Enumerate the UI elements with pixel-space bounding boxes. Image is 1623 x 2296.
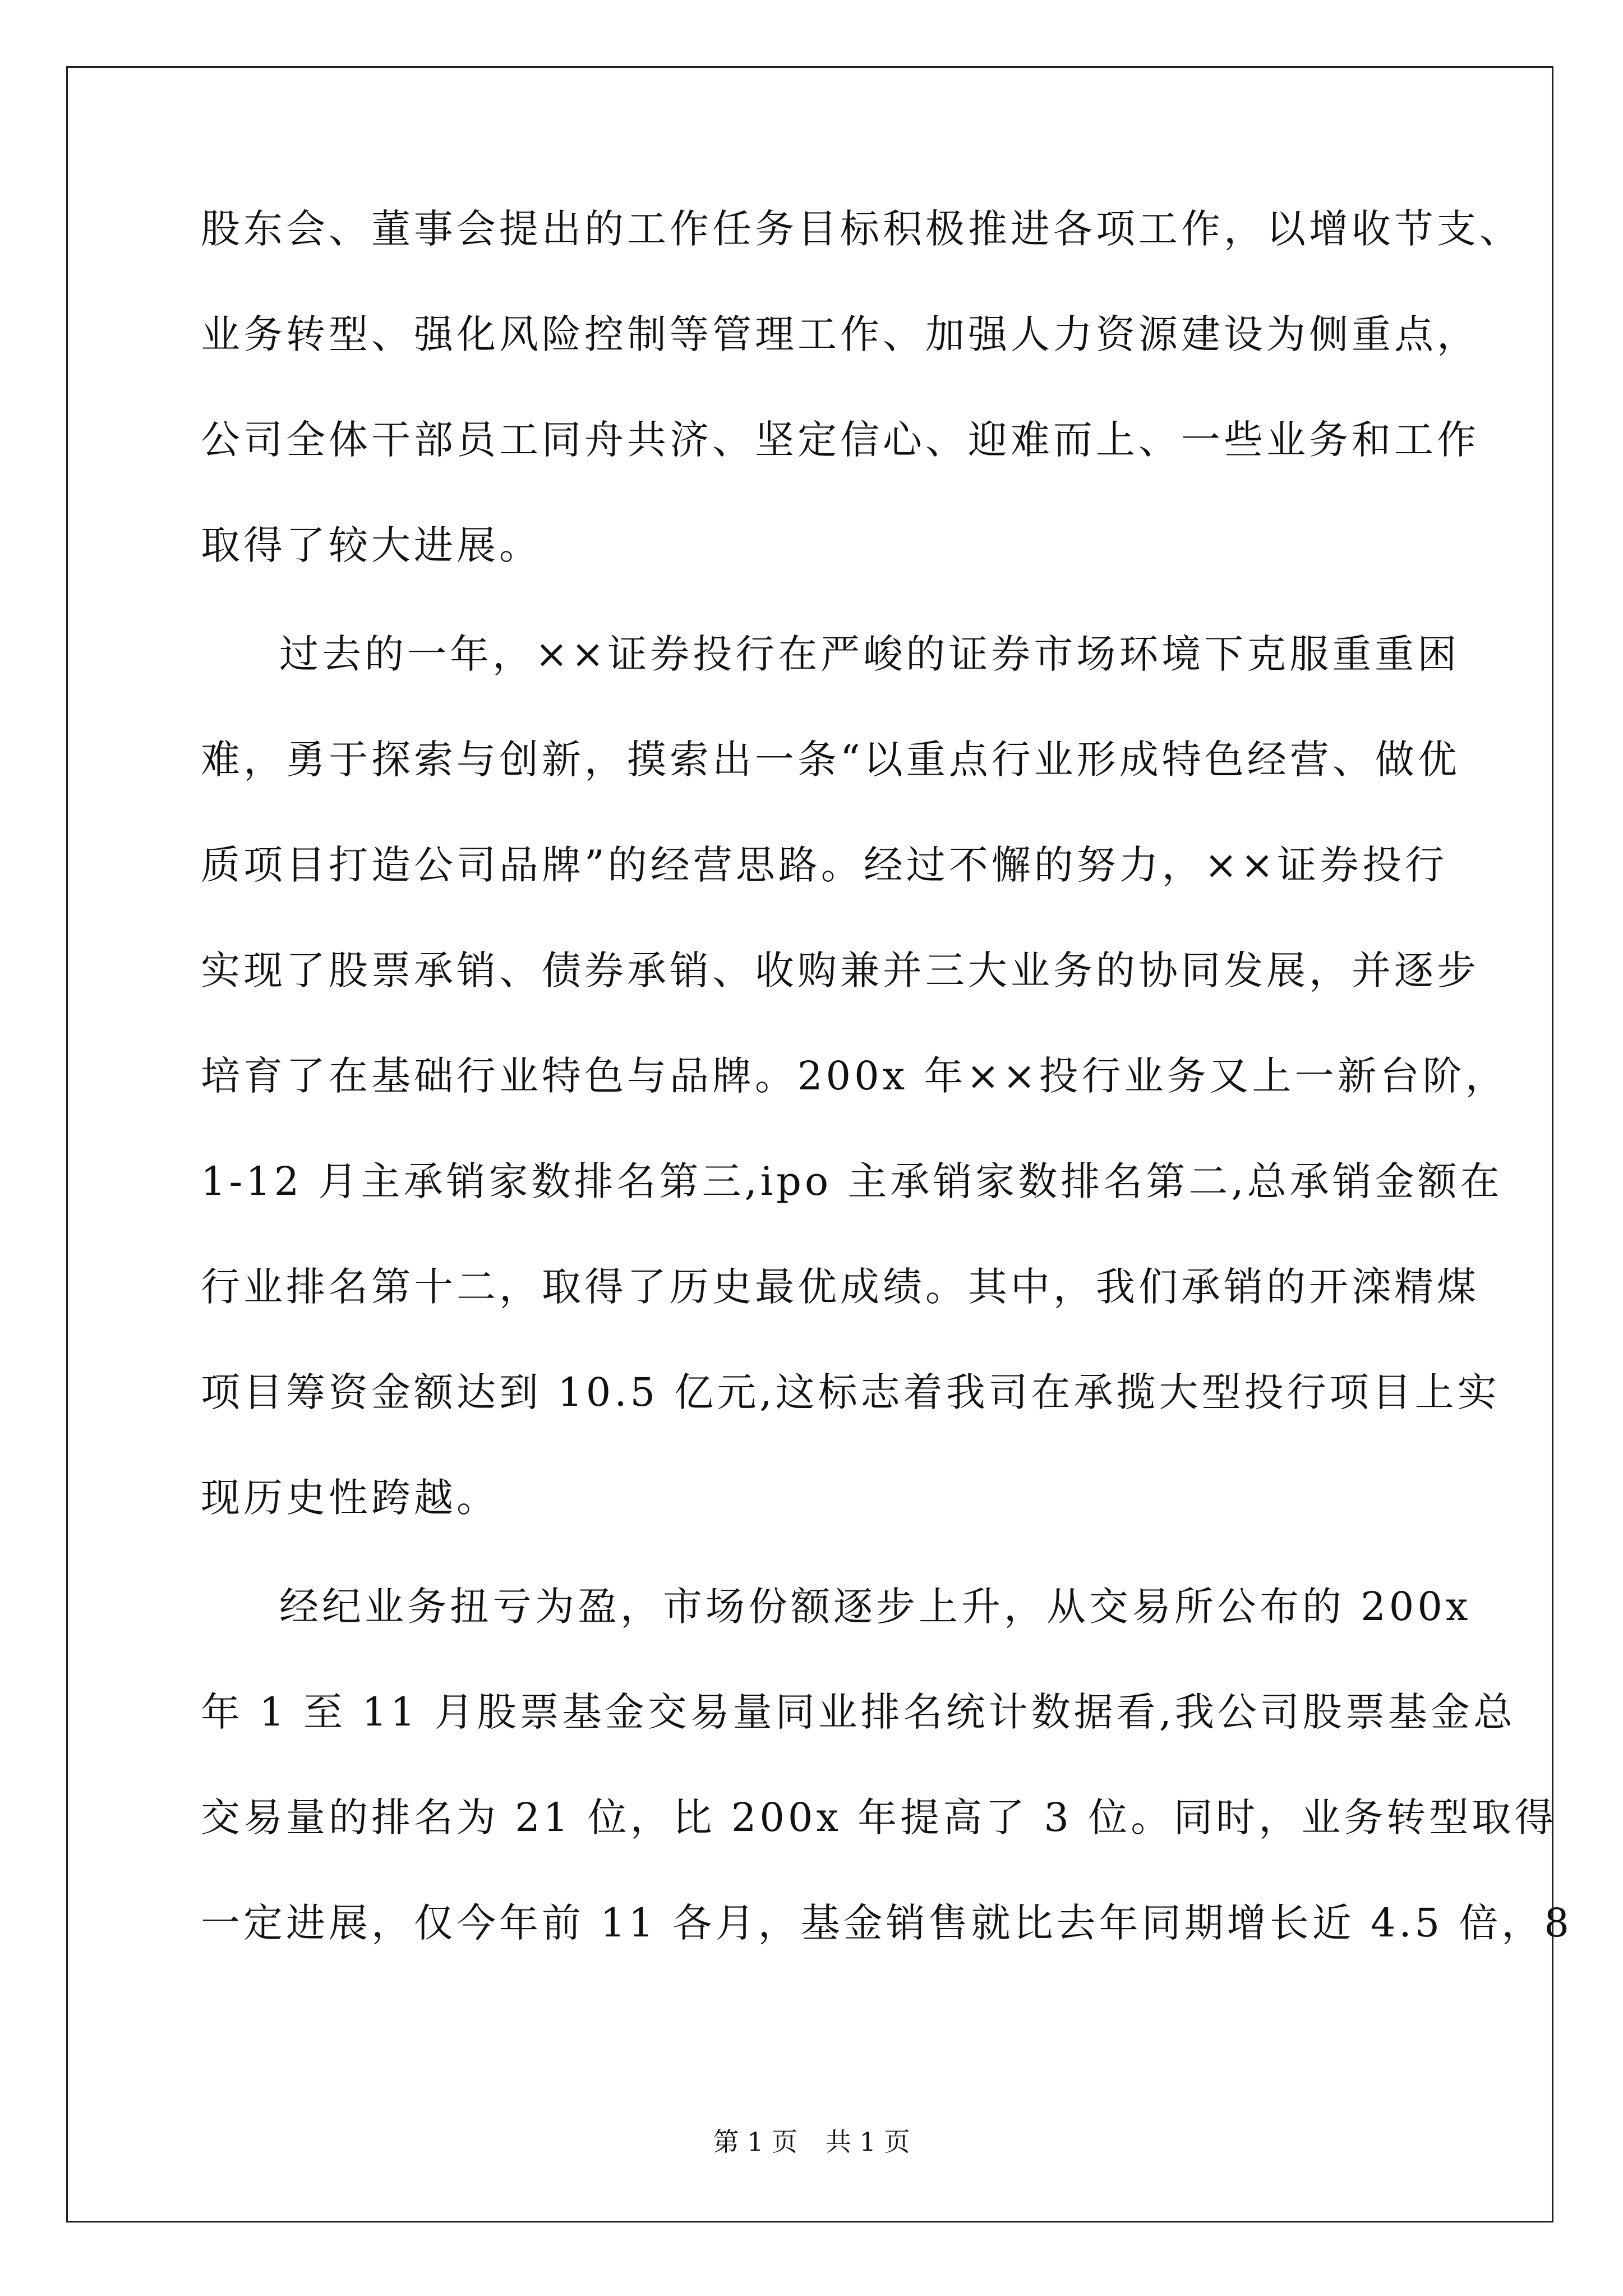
text-line: 年 1 至 11 月股票基金交易量同业排名统计数据看,我公司股票基金总 xyxy=(201,1689,1516,1735)
paragraph-2 xyxy=(201,627,1508,1525)
paragraph-3 xyxy=(201,1580,1573,1950)
text-line: 公司全体干部员工同舟共济、坚定信心、迎难而上、一些业务和工作 xyxy=(201,417,1479,463)
text-line: 业务转型、强化风险控制等管理工作、加强人力资源建设为侧重点， xyxy=(201,311,1479,357)
page-number-current: 第 1 页 xyxy=(713,2127,797,2157)
document-body xyxy=(201,202,1573,2001)
page-number-total: 共 1 页 xyxy=(826,2127,910,2157)
text-line: 股东会、董事会提出的工作任务目标积极推进各项工作，以增收节支、 xyxy=(201,206,1522,252)
text-line: 行业排名第十二，取得了历史最优成绩。其中，我们承销的开滦精煤 xyxy=(201,1264,1479,1310)
text-line: 质项目打造公司品牌”的经营思路。经过不懈的努力，××证券投行 xyxy=(201,842,1448,888)
text-line: 过去的一年，××证券投行在严峻的证券市场环境下克服重重困 xyxy=(279,631,1460,677)
text-line: 难，勇于探索与创新，摸索出一条“以重点行业形成特色经营、做优 xyxy=(201,737,1460,783)
text-line: 交易量的排名为 21 位，比 200x 年提高了 3 位。同时，业务转型取得 xyxy=(201,1795,1557,1841)
page-footer xyxy=(0,2125,1623,2159)
text-line: 项目筹资金额达到 10.5 亿元,这标志着我司在承揽大型投行项目上实 xyxy=(201,1369,1500,1415)
text-line: 现历史性跨越。 xyxy=(201,1475,499,1521)
text-line: 1-12 月主承销家数排名第三,ipo 主承销家数排名第二,总承销金额在 xyxy=(201,1158,1503,1204)
text-line: 实现了股票承销、债券承销、收购兼并三大业务的协同发展，并逐步 xyxy=(201,947,1479,993)
paragraph-1 xyxy=(201,202,1522,572)
text-line: 一定进展，仅今年前 11 各月，基金销售就比去年同期增长近 4.5 倍，8 xyxy=(201,1900,1573,1946)
text-line: 经纪业务扭亏为盈，市场份额逐步上升，从交易所公布的 200x xyxy=(279,1584,1472,1630)
text-line: 培育了在基础行业特色与品牌。200x 年××投行业务又上一新台阶， xyxy=(201,1053,1508,1099)
text-line: 取得了较大进展。 xyxy=(201,522,542,568)
